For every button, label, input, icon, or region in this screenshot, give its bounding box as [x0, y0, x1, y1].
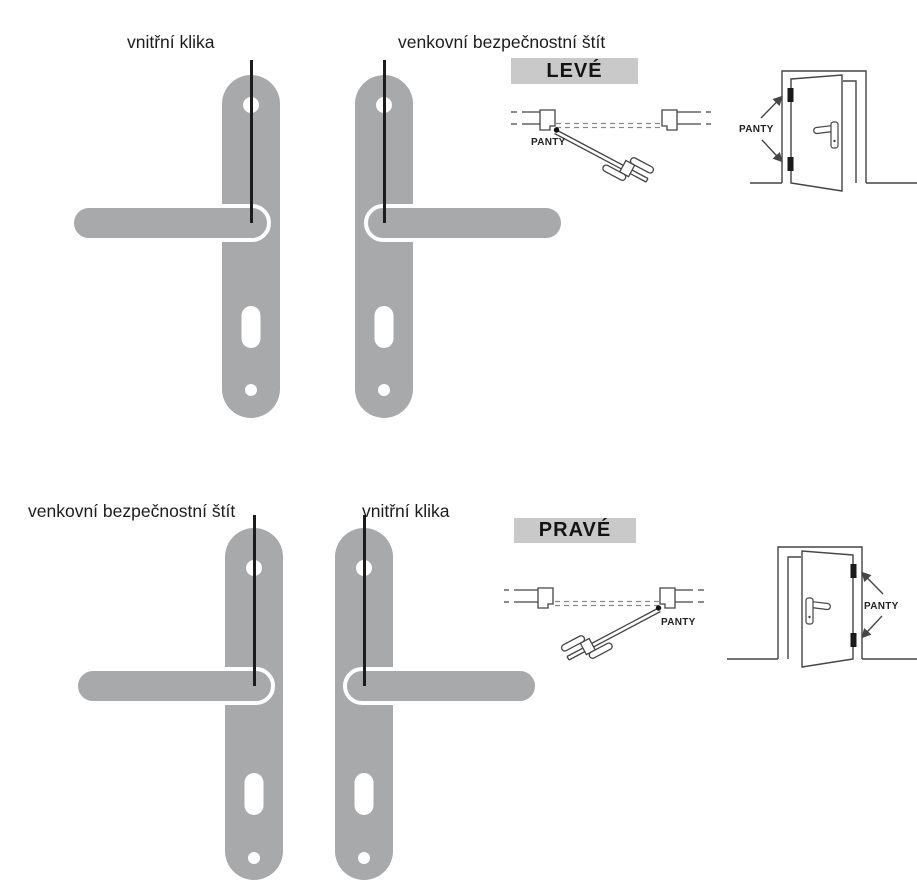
keyhole-slot: [355, 773, 374, 815]
variant-badge-leve: LEVÉ: [511, 58, 638, 84]
panty-label-topview-leve: PANTY: [531, 137, 566, 148]
hinge-point-dot: [554, 127, 559, 132]
label-outer-shield-bottom: venkovní bezpečnostní štít: [28, 501, 236, 521]
keyhole-slot: [245, 773, 264, 815]
lever-handle-right: [345, 669, 537, 703]
screw-hole-bottom: [245, 384, 257, 396]
variant-badge-prave: PRAVÉ: [514, 518, 636, 543]
frame-inner-jamb: [843, 81, 856, 183]
lever-handle-left: [76, 669, 273, 703]
closed-door-dashed: [556, 124, 662, 128]
door-perspective-left: [750, 71, 917, 191]
hinge-top: [788, 88, 794, 102]
lever-handle-right: [366, 206, 563, 240]
hinge-topview-right: [504, 588, 704, 669]
panty-arrow-bottom: [762, 140, 782, 161]
handle-plate-outer-right: [355, 60, 563, 418]
screw-hole-bottom: [378, 384, 390, 396]
label-outer-shield-top: venkovní bezpečnostní štít: [398, 32, 606, 52]
panty-label-door-prave: PANTY: [864, 601, 899, 612]
frame-post-left: [540, 110, 555, 130]
open-door-leaf: [555, 130, 649, 182]
keyhole-slot: [375, 306, 394, 348]
hinge-bottom: [788, 157, 794, 171]
panty-label-topview-prave: PANTY: [661, 617, 696, 628]
keyhole-slot: [242, 306, 261, 348]
label-inner-handle-top: vnitřní klika: [127, 32, 215, 52]
handle-plate-outer-left: [76, 515, 283, 880]
hinge-topview-left: [511, 110, 711, 191]
door-lever-glyph: [602, 147, 655, 192]
frame-post-right: [662, 110, 677, 130]
screw-hole-bottom: [358, 852, 370, 864]
handle-plate-inner-right: [335, 515, 537, 880]
screw-hole-bottom: [248, 852, 260, 864]
handle-plate-inner-left: [72, 60, 280, 418]
label-inner-handle-bottom: vnitřní klika: [362, 501, 450, 521]
lever-handle-left: [72, 206, 269, 240]
panty-label-door-leve: PANTY: [739, 124, 774, 135]
panty-arrow-top: [761, 97, 782, 118]
